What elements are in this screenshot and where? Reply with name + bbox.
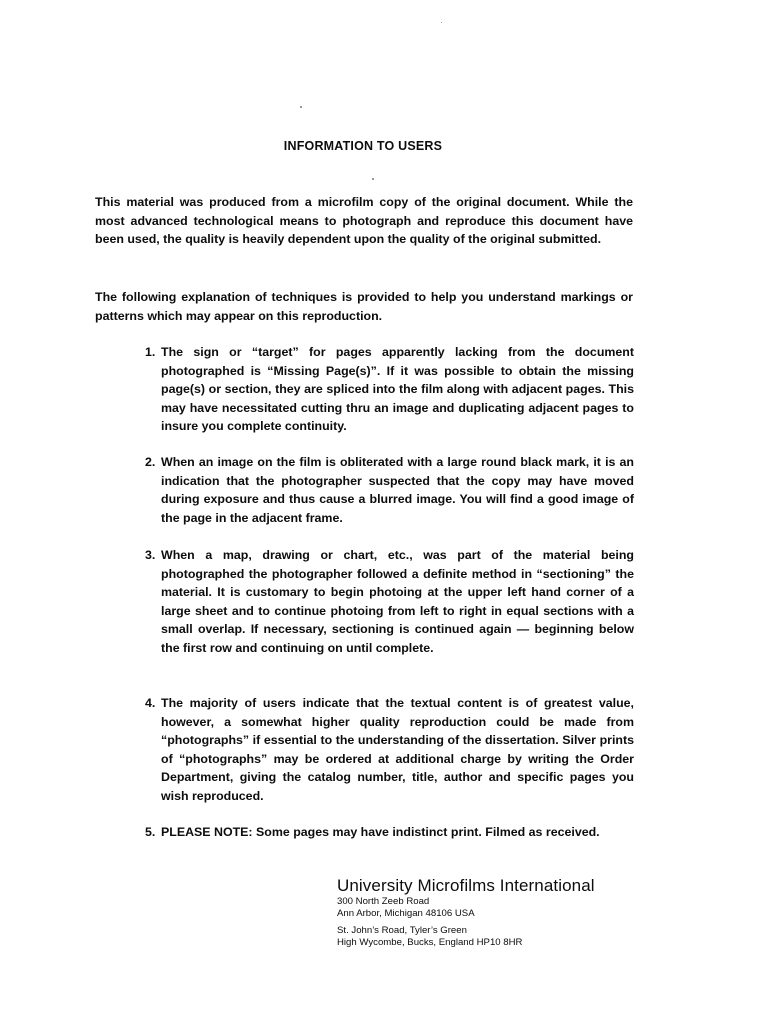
intro-paragraph-1: This material was produced from a microfilm copy of the original document. While the most advanced technological means to photograph and reproduce this document have been used, the quality is heavily dependent upon the quality of the original submitted. bbox=[95, 195, 633, 247]
list-item bbox=[145, 823, 634, 842]
list-item-number: 5. bbox=[145, 825, 156, 839]
publisher-address-line: 300 North Zeeb Road bbox=[337, 896, 430, 907]
list-item-text: The sign or “target” for pages apparently lacking from the document photographed is “Missing Page(s)”. If it was possible to obtain the missing page(s) or section, they are spliced into the film along with adjacent pages. This may have necessitated cutting thru an image and duplicating adjacent pages to insure you complete continuity. bbox=[161, 345, 634, 434]
publisher-address-line: Ann Arbor, Michigan 48106 USA bbox=[337, 908, 475, 920]
list-item bbox=[145, 343, 634, 436]
list-item-text: PLEASE NOTE: Some pages may have indistinct print. Filmed as received. bbox=[161, 825, 600, 839]
list-item bbox=[145, 694, 634, 806]
intro-paragraph-2: The following explanation of techniques is provided to help you understand markings or patterns which may appear on this reproduction. bbox=[95, 290, 633, 323]
scan-speck bbox=[372, 178, 374, 180]
list-item-text: When an image on the film is obliterated with a large round black mark, it is an indication that the photographer suspected that the copy may have moved during exposure and thus cause a blurred image. You will find a good image of the page in the adjacent frame. bbox=[161, 455, 634, 525]
publisher-block bbox=[337, 875, 737, 950]
publisher-name: University Microfilms International bbox=[337, 876, 595, 895]
list-item-text: The majority of users indicate that the textual content is of greatest value, however, a somewhat higher quality reproduction could be made from “photographs” if essential to the understanding of the dissertation. Silver prints of “photographs” may be ordered at additional charge by writing the Order Department, giving the catalog number, title, author and specific pages you wish reproduced. bbox=[161, 696, 634, 803]
list-item bbox=[145, 453, 634, 527]
list-item-text: When a map, drawing or chart, etc., was part of the material being photographed the photographer followed a definite method in “sectioning” the material. It is customary to begin photoing at the upper left hand corner of a large sheet and to continue photoing from left to right in equal sections with a small overlap. If necessary, sectioning is continued again — beginning below the first row and continuing on until complete. bbox=[161, 548, 634, 655]
page-title: INFORMATION TO USERS bbox=[283, 139, 443, 153]
publisher-address-line: High Wycombe, Bucks, England HP10 8HR bbox=[337, 937, 523, 949]
list-item bbox=[145, 546, 634, 658]
publisher-address-line: St. John’s Road, Tyler’s Green bbox=[337, 924, 467, 936]
list-item-number: 3. bbox=[145, 548, 156, 562]
scan-speck bbox=[441, 22, 442, 23]
list-item-number: 2. bbox=[145, 455, 156, 469]
scan-speck bbox=[300, 106, 302, 108]
list-item-number: 4. bbox=[145, 696, 156, 710]
list-item-number: 1. bbox=[145, 345, 156, 359]
